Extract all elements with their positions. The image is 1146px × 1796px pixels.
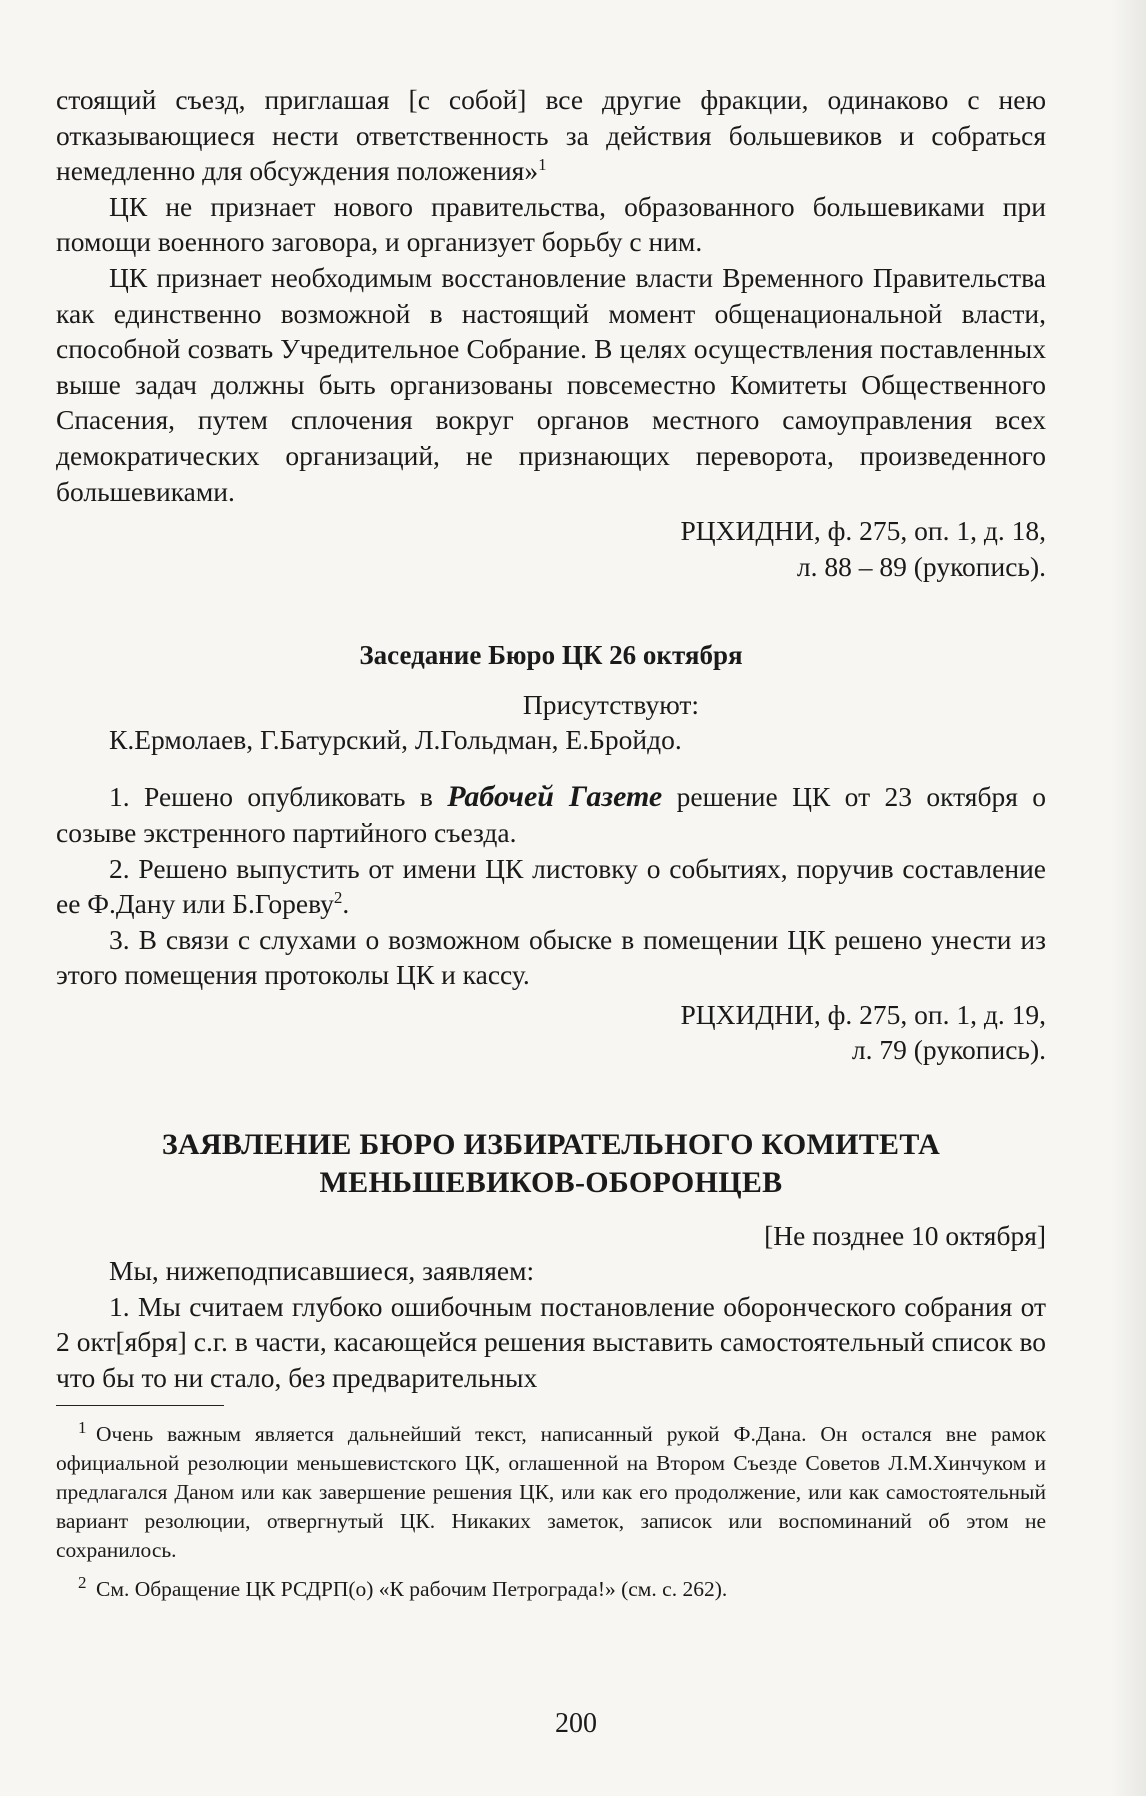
resolution-text: решение ЦК от 23 октября о созыве экстренного партийного съезда. bbox=[56, 781, 1047, 848]
archive-source-line: л. 79 (рукопись). bbox=[851, 1034, 1046, 1066]
archive-source bbox=[56, 513, 1046, 584]
archive-source bbox=[56, 997, 1046, 1068]
newspaper-title: Рабочей Газете bbox=[447, 780, 663, 814]
paragraph: ЦК не признает нового правительства, образованного большевиками при помощи военного заговора, и организует борьбу с ним. bbox=[56, 190, 1046, 258]
footnote-text: Очень важным является дальнейший текст, написанный рукой Ф.Дана. Он остался вне рамок официальной резолюции меньшевистского ЦК, оглашенной на Втором Съезде Советов Л.М.Хинчуком и предлагался Даном или как завершение решения ЦК, или как его продолжение, или как самостоятельный вариант резолюции, отвергнутый ЦК. Никаких заметок, записок или воспоминаний об этом не сохранилось. bbox=[56, 1422, 1046, 1563]
document-heading-line: МЕНЬШЕВИКОВ-ОБОРОНЦЕВ bbox=[319, 1166, 783, 1200]
footnote-ref: 2 bbox=[333, 887, 343, 907]
section-heading: Заседание Бюро ЦК 26 октября bbox=[359, 640, 743, 671]
footnote-text: См. Обращение ЦК РСДРП(о) «К рабочим Петрограда!» (см. с. 262). bbox=[96, 1577, 728, 1602]
resolution-text: 2. Решено выпустить от имени ЦК листовку о событиях, поручив составление ее Ф.Дану или Б.Гореву bbox=[56, 852, 1046, 920]
paragraph: ЦК признает необходимым восстановление власти Временного Правительства как единственно возможной в настоящий момент общенациональной власти, способной созвать Учредительное Собрание. В целях осуществления поставленных выше задач должны быть организованы повсеместно Комитеты Общественного Спасения, путем сплочения вокруг органов местного самоуправления всех демократических организаций, не признающих переворота, произведенного большевиками. bbox=[56, 261, 1046, 507]
page-number: 200 bbox=[555, 1708, 597, 1739]
attendees-list: К.Ермолаев, Г.Батурский, Л.Гольдман, Е.Бройдо. bbox=[109, 724, 682, 756]
resolution-item bbox=[56, 779, 1046, 850]
document-heading bbox=[56, 1126, 1046, 1202]
statement-item: 1. Мы считаем глубоко ошибочным постановление оборонческого собрания от 2 окт[ября] с.г. в части, касающейся решения выставить самостоятельный список во что бы то ни стало, без предварительных bbox=[56, 1290, 1046, 1393]
archive-source-line: л. 88 – 89 (рукопись). bbox=[796, 550, 1046, 582]
document-date: [Не позднее 10 октября] bbox=[764, 1220, 1046, 1252]
paragraph-text: стоящий съезд, приглашая [с собой] все другие фракции, одинаково с нею отказывающиеся нести ответственность за действия большевиков и собраться немедленно для обсуждения положения» bbox=[56, 84, 1046, 187]
footnote-ref: 1 bbox=[538, 155, 547, 175]
resolution-item bbox=[56, 851, 1046, 922]
statement-intro: Мы, нижеподписавшиеся, заявляем: bbox=[109, 1255, 535, 1287]
archive-source-line: РЦХИДНИ, ф. 275, оп. 1, д. 19, bbox=[680, 998, 1046, 1030]
footnote: 2 См. Обращение ЦК РСДРП(о) «К рабочим Петрограда!» (см. с. 262). bbox=[78, 1573, 728, 1602]
resolution-item: 3. В связи с слухами о возможном обыске в помещении ЦК решено унести из этого помещения протоколы ЦК и кассу. bbox=[56, 923, 1046, 991]
attendees-label: Присутствуют: bbox=[522, 689, 700, 721]
archive-source-line: РЦХИДНИ, ф. 275, оп. 1, д. 18, bbox=[680, 515, 1046, 547]
footnote-divider bbox=[56, 1405, 224, 1406]
resolution-text: . bbox=[342, 888, 350, 920]
paragraph-continuation bbox=[56, 82, 1046, 189]
document-heading-line: ЗАЯВЛЕНИЕ БЮРО ИЗБИРАТЕЛЬНОГО КОМИТЕТА bbox=[161, 1128, 941, 1162]
footnote: 1 Очень важным является дальнейший текст, написанный рукой Ф.Дана. Он остался вне рамок официальной резолюции меньшевистского ЦК, оглашенной на Втором Съезде Советов Л.М.Хинчуком и предлагался Даном или как завершение решения ЦК, или как его продолжение, или как самостоятельный вариант резолюции, отвергнутый ЦК. Никаких заметок, записок или воспоминаний об этом не сохранилось. bbox=[56, 1418, 1046, 1563]
resolution-text: 1. Решено опубликовать в bbox=[109, 781, 448, 813]
